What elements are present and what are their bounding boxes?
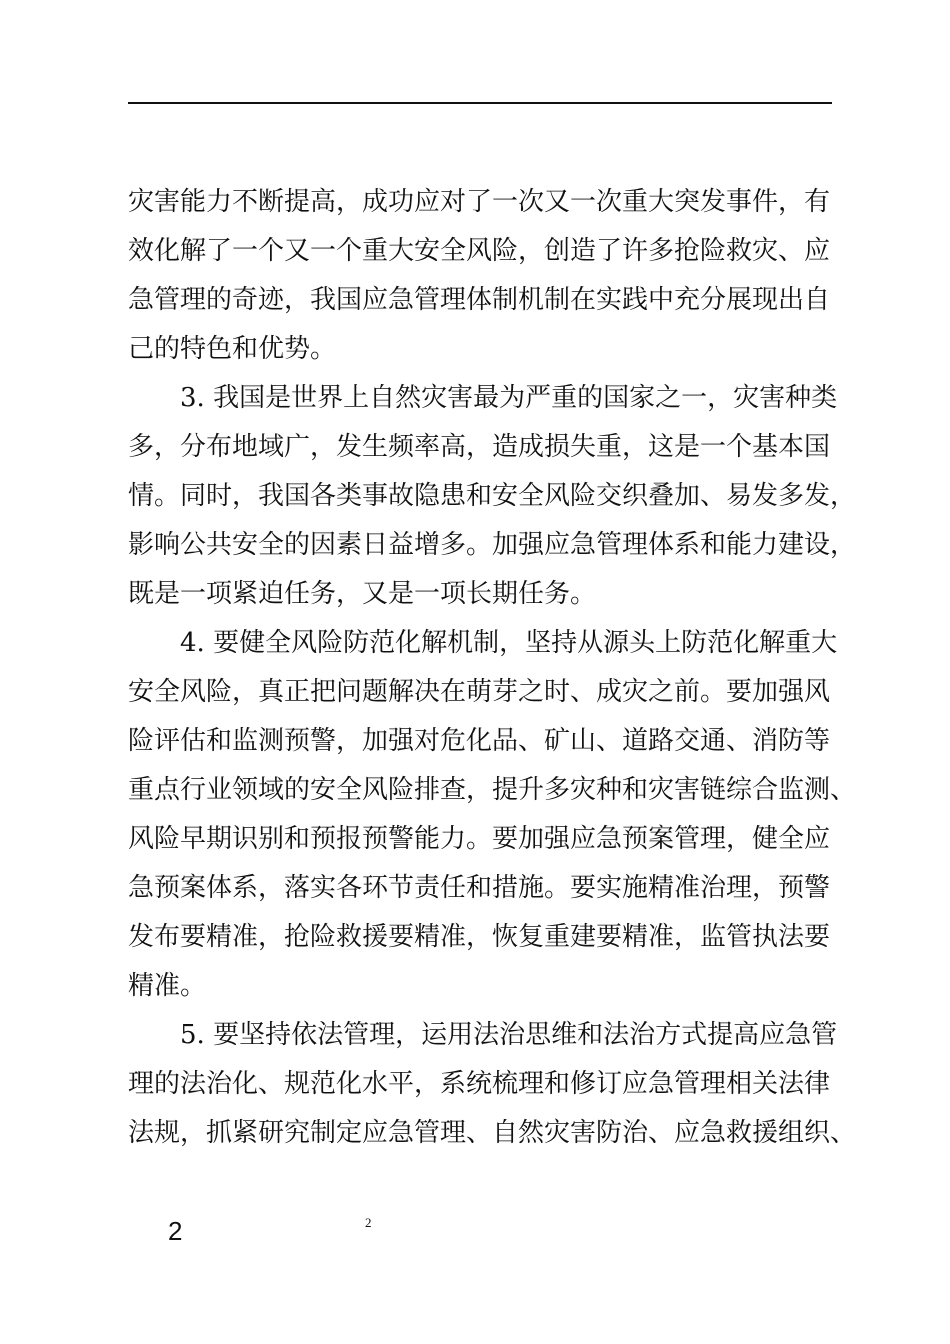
paragraph: [128, 1011, 857, 1158]
text-line: 风险早期识别和预报预警能力。要加强应急预案管理，健全应: [128, 824, 831, 854]
paragraph: [128, 619, 857, 1011]
text-line: 既是一项紧迫任务，又是一项长期任务。: [128, 579, 597, 609]
text-line: 法规，抓紧研究制定应急管理、自然灾害防治、应急救援组织、: [128, 1118, 857, 1148]
text-line: 4. 要健全风险防范化解机制，坚持从源头上防范化解重大: [180, 628, 838, 658]
text-line: 险评估和监测预警，加强对危化品、矿山、道路交通、消防等: [128, 726, 831, 756]
paragraph: [128, 374, 857, 619]
text-line: 重点行业领域的安全风险排查，提升多灾种和灾害链综合监测、: [128, 775, 857, 805]
text-line: 发布要精准，抢险救援要精准，恢复重建要精准，监管执法要: [128, 922, 831, 952]
text-line: 效化解了一个又一个重大安全风险，创造了许多抢险救灾、应: [128, 236, 831, 266]
text-line: 影响公共安全的因素日益增多。加强应急管理体系和能力建设，: [128, 530, 857, 560]
text-line: 情。同时，我国各类事故隐患和安全风险交织叠加、易发多发，: [128, 481, 857, 511]
text-line: 急管理的奇迹，我国应急管理体制机制在实践中充分展现出自: [128, 285, 831, 315]
text-line: 精准。: [128, 971, 207, 1001]
header-rule: [128, 102, 832, 104]
text-line: 安全风险，真正把问题解决在萌芽之时、成灾之前。要加强风: [128, 677, 831, 707]
text-line: 灾害能力不断提高，成功应对了一次又一次重大突发事件，有: [128, 187, 831, 217]
text-line: 多，分布地域广，发生频率高，造成损失重，这是一个基本国: [128, 432, 831, 462]
page-number: 2: [168, 1216, 183, 1246]
text-line: 3. 我国是世界上自然灾害最为严重的国家之一，灾害种类: [180, 383, 838, 413]
document-body: [128, 178, 857, 1158]
text-line: 5. 要坚持依法管理，运用法治思维和法治方式提高应急管: [180, 1020, 838, 1050]
text-line: 急预案体系，落实各环节责任和措施。要实施精准治理，预警: [128, 873, 831, 903]
paragraph: [128, 178, 840, 374]
text-line: 己的特色和优势。: [128, 334, 337, 364]
text-line: 理的法治化、规范化水平，系统梳理和修订应急管理相关法律: [128, 1069, 831, 1099]
page-number-small: 2: [365, 1215, 372, 1230]
